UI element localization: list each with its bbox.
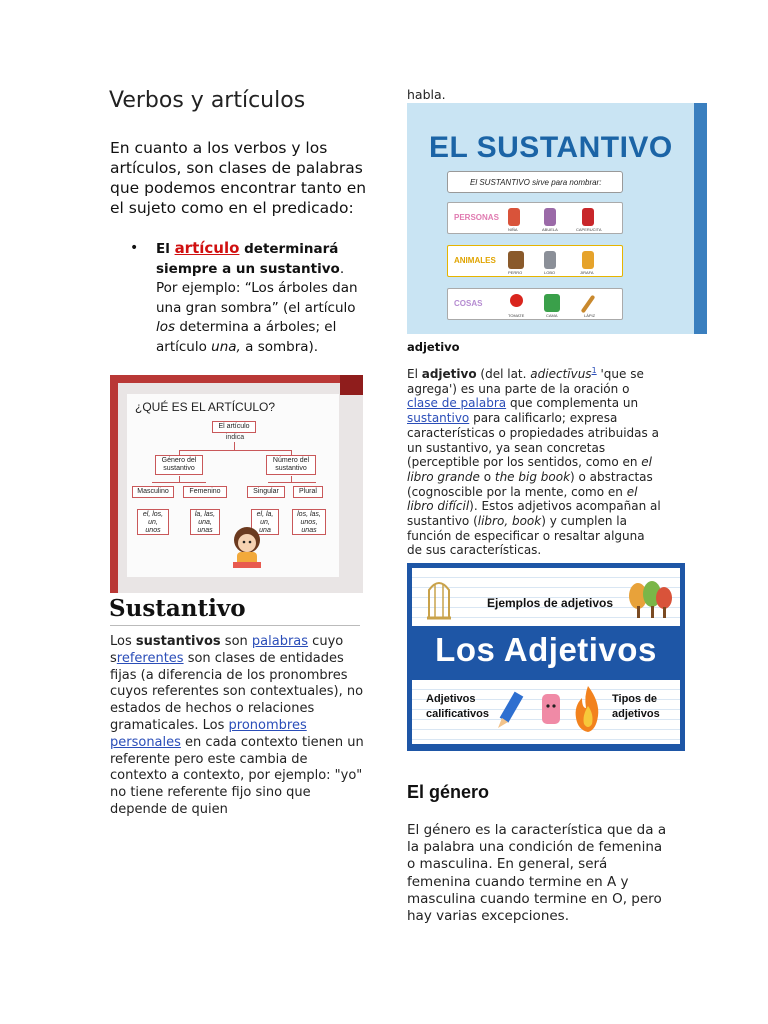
sustantivo-paragraph [110, 634, 364, 819]
palabras-link[interactable]: palabras [251, 634, 309, 649]
row-animales [447, 245, 623, 277]
sustantivo-link[interactable]: sustantivo [407, 411, 470, 426]
eraser-icon [540, 690, 562, 730]
diagram-line [268, 482, 316, 483]
cap-nina: NIÑA [508, 227, 518, 232]
adj-t2: (del lat. [476, 367, 531, 381]
diagram-root: El artículo [212, 421, 256, 433]
row-animales-label: ANIMALES [454, 256, 496, 265]
cap-abuela: ABUELA [542, 227, 558, 232]
tipos-de-adjetivos-label [612, 692, 660, 722]
adj-t1: El [407, 367, 422, 381]
adj-right-line1: Tipos de [612, 693, 658, 705]
pencil-icon [496, 688, 526, 732]
articulo-diagram-image [110, 375, 363, 593]
sustantivo-header-text: El SUSTANTIVO sirve para nombrar: [470, 178, 602, 187]
adj-t4: que complementa un [506, 396, 639, 411]
sustantivo-image-title: EL SUSTANTIVO [429, 131, 673, 164]
sustantivo-image [407, 103, 707, 334]
adjetivo-paragraph [407, 364, 663, 558]
adjetivos-bottom-panel [412, 680, 680, 744]
diagram-ex-femenino: la, las, una, unas [190, 509, 220, 535]
adj-left-line1: Adjetivos [426, 693, 476, 705]
sust-t4: son clases de entidades fijas (a diferencia de los pronombres cuyos referentes son contextuales), no estados de hechos o relaciones gramaticales. Los [110, 650, 364, 733]
referentes-link[interactable]: referentes [116, 650, 184, 666]
jirafa-icon [582, 251, 594, 269]
diagram-line [152, 482, 206, 483]
sust-t3: cuyo s [110, 634, 344, 666]
page-title: Verbos y artículos [109, 88, 306, 113]
bullet-el: El [156, 241, 175, 257]
adjetivos-calificativos-label [426, 692, 489, 722]
bullet-una: una, [211, 338, 241, 355]
footnote-link[interactable]: 1 [591, 366, 597, 375]
adj-i3: the big book [494, 469, 571, 484]
diagram-masculino: Masculino [132, 486, 174, 498]
articulo-link[interactable]: artículo [174, 239, 240, 257]
diagram-singular: Singular [247, 486, 285, 498]
pronombres-personales-link[interactable]: pronombres personales [110, 717, 307, 750]
adj-i5: libro, book [477, 514, 542, 529]
girl-reading-icon [227, 524, 267, 574]
intro-paragraph: En cuanto a los verbos y los artículos, son clases de palabras que podemos encontrar tanto en el sujeto como en el predicado: [110, 139, 367, 217]
articulo-bullet [156, 239, 366, 358]
cap-tomate: TOMATE [508, 313, 525, 318]
sust-t1: Los [110, 634, 136, 649]
lapiz-icon [581, 295, 596, 314]
diagram-root-sub: indica [225, 434, 245, 441]
bullet-text-3: a sombra). [240, 338, 319, 355]
sust-b1: sustantivos [135, 634, 221, 649]
bullet-bold-rest: determinará siempre a un sustantivo [156, 241, 340, 277]
adj-right-line2: adjetivos [612, 708, 660, 720]
diagram-line [179, 450, 291, 451]
bullet-los: los [156, 319, 176, 336]
adjetivos-top-panel [412, 568, 680, 626]
trees-icon [626, 580, 674, 620]
nina-icon [508, 208, 520, 226]
adj-t3: 'que se agrega') es una parte de la oración o [407, 367, 644, 396]
habla-text: habla. [407, 87, 446, 102]
sust-t5: en cada contexto tienen un referente pero este cambia de contexto a contexto, por ejemplo: "yo" no tiene referente fijo sino que depende de quien [110, 734, 364, 817]
adj-t5: para calificarlo; expresa características o propiedades atribuidas a un sustantivo, ya sean concretas (perceptible por los sentidos, como en [407, 411, 659, 470]
sustantivo-heading: Sustantivo [109, 595, 246, 622]
diagram-ex-plural: los, las, unos, unas [292, 509, 326, 535]
bullet-text-1: . Por ejemplo: “Los árboles dan una gran sombra” (el artículo [156, 260, 358, 316]
genero-paragraph: El género es la característica que da a la palabra una condición de femenina o masculina. En general, será femenina cuando termine en A y masculina cuando termine en O, pero hay varias excepciones. [407, 822, 667, 925]
genero-heading: El género [407, 782, 490, 802]
image-corner-block [340, 375, 363, 395]
adj-i4: el libro difícil [407, 484, 638, 514]
caperucita-icon [582, 208, 594, 226]
cap-lapiz: LÁPIZ [584, 313, 596, 318]
row-personas-label: PERSONAS [454, 213, 499, 222]
row-personas [447, 202, 623, 234]
adjetivos-image [407, 563, 685, 751]
image-side-strip [694, 103, 707, 334]
articulo-question: ¿QUÉ ES EL ARTÍCULO? [135, 400, 276, 414]
adj-i2: el libro grande [407, 455, 653, 484]
tomate-icon [510, 294, 523, 307]
diagram-line [234, 442, 235, 450]
adj-left-line2: calificativos [426, 708, 489, 720]
adjetivos-big-title: Los Adjetivos [435, 631, 657, 668]
adj-i1: adiectīvus [530, 367, 592, 381]
adj-t6: o [479, 469, 495, 484]
heading-rule [110, 625, 360, 626]
diagram-numero: Número del sustantivo [266, 455, 316, 475]
cap-cama: CAMA [546, 313, 558, 318]
fire-icon [570, 684, 606, 734]
cap-perro: PERRO [508, 270, 523, 275]
diagram-ex-masculino: el, los, un, unos [137, 509, 169, 535]
adj-t8: ). Estos adjetivos acompañan al sustantivo ( [407, 499, 661, 529]
adj-t9: ) y cumplen la función de especificar o resaltar alguna de sus características. [407, 514, 645, 558]
bullet-text-2: determina a árboles; el artículo [156, 319, 337, 355]
cap-caperucita: CAPERUCITA [576, 227, 602, 232]
perro-icon [508, 251, 524, 269]
adjetivos-subtitle: Ejemplos de adjetivos [487, 596, 614, 610]
clase-de-palabra-link[interactable]: clase de palabra [407, 396, 507, 411]
abuela-icon [544, 208, 556, 226]
row-cosas [447, 288, 623, 320]
diagram-genero: Género del sustantivo [155, 455, 203, 475]
adj-t7: ) o abstractas (cognoscible por la mente, como en [407, 469, 653, 499]
cap-jirafa: JIRAFA [580, 270, 594, 275]
sust-t2: son [220, 634, 252, 649]
row-cosas-label: COSAS [454, 299, 483, 308]
adjetivo-label: adjetivo [407, 340, 460, 354]
cama-icon [544, 294, 560, 312]
diagram-plural: Plural [293, 486, 323, 498]
image-left-bar [110, 375, 118, 593]
diagram-ex-singular: el, la, un, una [251, 509, 279, 535]
image-top-bar [110, 375, 340, 383]
diagram-femenino: Femenino [183, 486, 227, 498]
bullet-marker: • [130, 240, 139, 256]
cap-lobo: LOBO [544, 270, 556, 275]
birdcage-icon [426, 574, 452, 620]
adj-b1: adjetivo [421, 367, 477, 381]
sustantivo-header-box [447, 171, 623, 193]
articulo-diagram-panel [127, 394, 339, 577]
lobo-icon [544, 251, 556, 269]
